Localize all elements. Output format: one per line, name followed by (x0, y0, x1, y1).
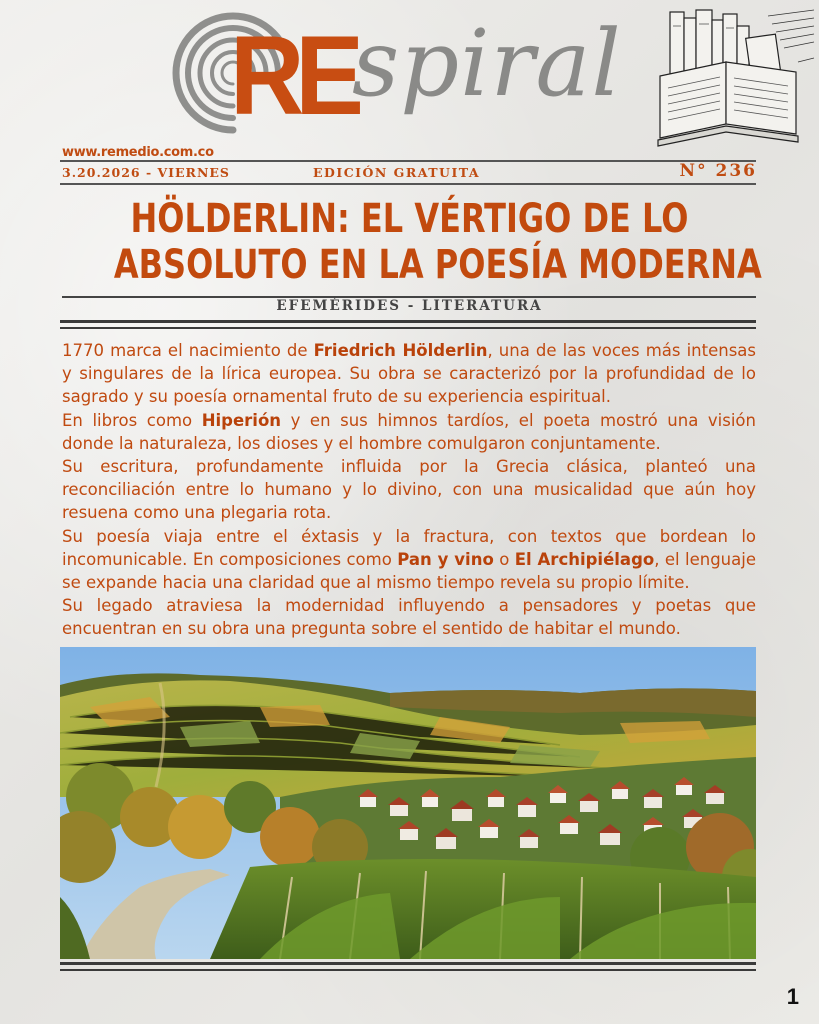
site-url-link[interactable]: www.remedio.com.co (62, 145, 214, 160)
author-name: Friedrich Hölderlin (313, 341, 488, 360)
paragraph-4 (62, 525, 756, 595)
edition-label: EDICIÓN GRATUITA (313, 165, 481, 180)
page-number: 1 (786, 984, 799, 1009)
issue-date: 3.20.2026 - VIERNES (62, 165, 230, 180)
paragraph-4-text-c: o (493, 549, 515, 569)
book-title-hiperion: Hiperión (201, 410, 282, 430)
paragraph-2 (62, 409, 756, 455)
footer-rule-2 (60, 969, 756, 971)
paragraph-1-text-a: 1770 marca el nacimiento de (62, 341, 314, 360)
poem-title-pan-y-vino: Pan y vino (397, 549, 494, 569)
headline-line-1: HÖLDERLIN: EL VÉRTIGO DE LO (130, 196, 689, 242)
logo-re: RE (230, 13, 355, 138)
paragraph-1-text-c: , una de las voces más intensas y singulares de la lírica europea. Su obra se caracterizó por la profundidad de lo sagrado y su poesía ornamental fruto de su experiencia espiritual. (62, 341, 757, 407)
paragraph-2-text-a: En libros como (62, 410, 202, 430)
paragraph-1 (62, 339, 756, 409)
paragraph-2-text-c: y en sus himnos tardíos, el poeta mostró una visión donde la naturaleza, los dioses y el hombre comulgaron conjuntamente. (62, 410, 756, 453)
headline-line-2: ABSOLUTO EN LA POESÍA MODERNA (113, 242, 762, 288)
logo-spiral: spiral (352, 10, 622, 117)
section-tag: EFEMÉRIDES - LITERATURA (276, 298, 543, 314)
books-illustration-icon (648, 6, 816, 152)
paragraph-4-text-e: , el lenguaje se expande hacia una claridad que al mismo tiempo revela su propio límite. (62, 549, 756, 593)
footer-rule-1 (60, 962, 756, 965)
article-body (62, 339, 756, 641)
masthead-rule-top (60, 160, 756, 162)
section-rule-bottom-2 (60, 327, 756, 329)
vineyard-village-photo (60, 647, 756, 959)
paragraph-4-text-a: Su poesía viaja entre el éxtasis y la fractura, con textos que bordean lo incomunicable. En composiciones como (62, 526, 756, 569)
paragraph-5: Su legado atraviesa la modernidad influyendo a pensadores y poetas que encuentran en su obra una pregunta sobre el sentido de habitar el mundo. (62, 596, 756, 639)
article-headline (40, 196, 779, 288)
masthead-rule-bottom (60, 183, 756, 185)
issue-number: N° 236 (679, 161, 757, 181)
poem-title-archipielago: El Archipiélago (514, 549, 655, 569)
paragraph-3: Su escritura, profundamente influida por la Grecia clásica, planteó una reconciliación entre lo humano y lo divino, con una musicalidad que aún hoy resuena como una plegaria rota. (62, 457, 756, 523)
section-rule-bottom-1 (60, 320, 756, 323)
